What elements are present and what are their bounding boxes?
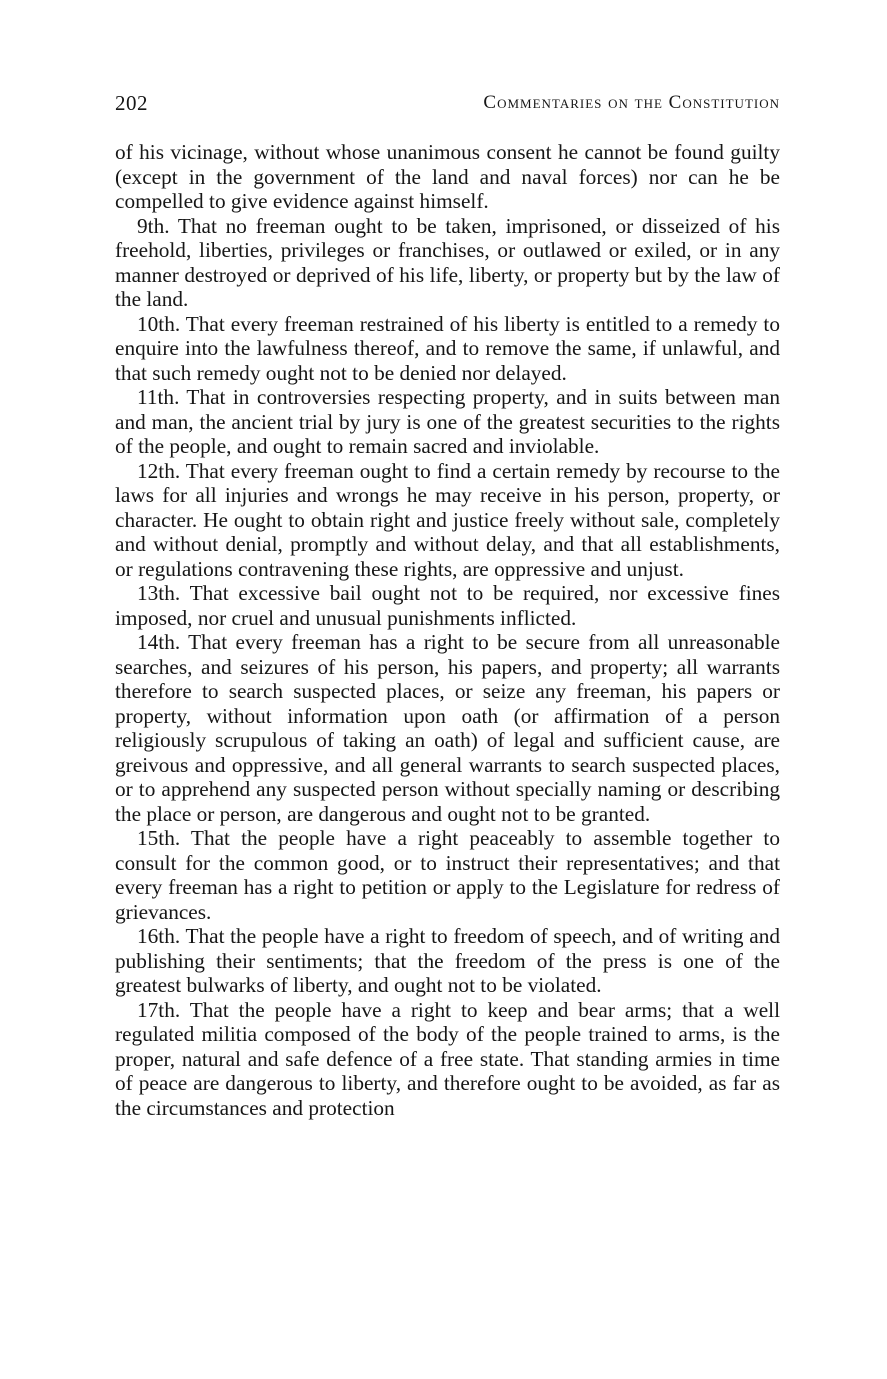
running-title: Commentaries on the Constitution — [483, 92, 780, 113]
paragraph-9th: 9th. That no freeman ought to be taken, imprisoned, or disseized of his freehold, liberties, privileges or franchises, or outlawed or exiled, or in any manner destroyed or deprived of his life, liberty, or property but by the law of the land. — [115, 213, 780, 311]
page-number: 202 — [115, 91, 148, 115]
paragraph-14th: 14th. That every freeman has a right to be secure from all unreasonable searches, and seizures of his person, his papers, and property; all warrants therefore to search suspected places, or seize any freeman, his papers or property, without information upon oath (or affirmation of a person religiously scrupulous of taking an oath) of legal and sufficient cause, are greivous and oppressive, and all general warrants to search suspected places, or to apprehend any suspected person without specially naming or describing the place or person, are dangerous and ought not to be granted. — [115, 630, 780, 826]
paragraph-17th: 17th. That the people have a right to keep and bear arms; that a well regulated militia composed of the body of the people trained to arms, is the proper, natural and safe defence of a free state. That standing armies in time of peace are dangerous to liberty, and therefore ought to be avoided, as far as the circumstances and protection — [115, 997, 780, 1120]
paragraph-10th: 10th. That every freeman restrained of his liberty is entitled to a remedy to enquire into the lawfulness thereof, and to remove the same, if unlawful, and that such remedy ought not to be denied nor delayed. — [115, 311, 780, 385]
paragraph-12th: 12th. That every freeman ought to find a certain remedy by recourse to the laws for all injuries and wrongs he may receive in his person, property, or character. He ought to obtain right and justice freely without sale, completely and without denial, promptly and without delay, and that all establishments, or regulations contravening these rights, are oppressive and unjust. — [115, 458, 780, 581]
paragraph-15th: 15th. That the people have a right peaceably to assemble together to consult for the common good, or to instruct their representatives; and that every freeman has a right to petition or apply to the Legislature for redress of grievances. — [115, 826, 780, 924]
paragraph-13th: 13th. That excessive bail ought not to be required, nor excessive fines imposed, nor cruel and unusual punishments inflicted. — [115, 581, 780, 630]
paragraph-16th: 16th. That the people have a right to freedom of speech, and of writing and publishing their sentiments; that the freedom of the press is one of the greatest bulwarks of liberty, and ought not to be violated. — [115, 924, 780, 997]
running-head — [115, 88, 780, 118]
paragraph-continued: of his vicinage, without whose unanimous consent he cannot be found guilty (except in the government of the land and naval forces) nor can he be compelled to give evidence against himself. — [115, 140, 780, 213]
paragraph-11th: 11th. That in controversies respecting property, and in suits between man and man, the ancient trial by jury is one of the greatest securities to the rights of the people, and ought to remain sacred and inviolable. — [115, 385, 780, 458]
body-text — [115, 140, 780, 1120]
